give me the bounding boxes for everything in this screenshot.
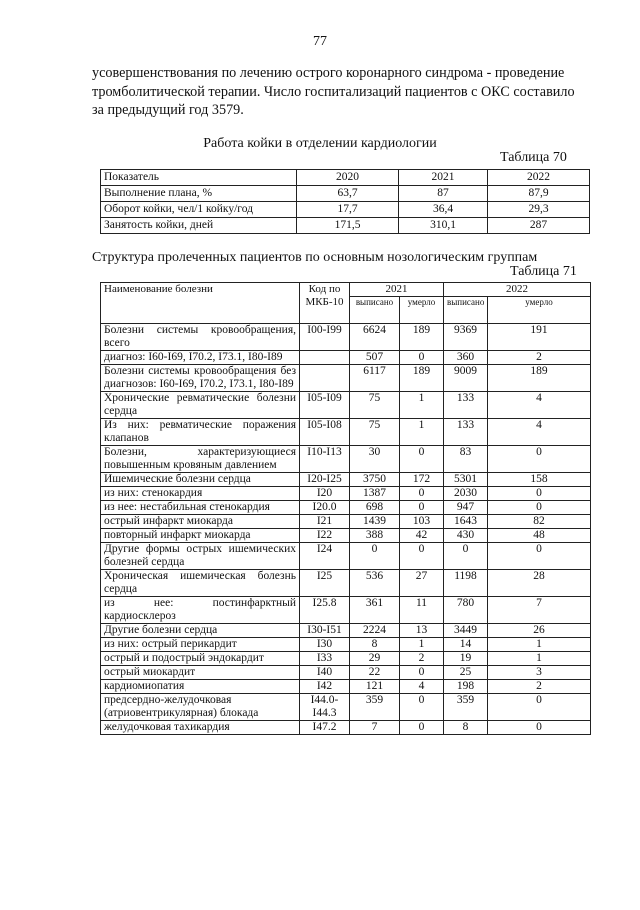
value-cell: 0 [350, 543, 400, 570]
value-cell: 27 [400, 570, 444, 597]
value-cell: 2 [400, 652, 444, 666]
cell: 87 [399, 186, 488, 202]
disease-name-cell: острый инфаркт миокарда [101, 515, 300, 529]
icd-code-cell: I05-I08 [300, 419, 350, 446]
value-cell: 22 [350, 666, 400, 680]
value-cell: 0 [488, 501, 591, 515]
value-cell: 0 [400, 721, 444, 735]
paragraph-line: усовершенствования по лечению острого коронарного синдрома - проведение [92, 65, 565, 81]
table-row [101, 324, 591, 351]
disease-name-cell: диагноз: I60-I69, I70.2, I73.1, I80-I89 [101, 351, 300, 365]
value-cell: 0 [400, 446, 444, 473]
table-row [101, 365, 591, 392]
icd-code-cell [300, 351, 350, 365]
table-row [101, 501, 591, 515]
table-row [101, 652, 591, 666]
disease-name-cell: Болезни, характеризующиеся повышенным кровяным давлением [101, 446, 300, 473]
header-year-2021: 2021 [350, 283, 444, 297]
value-cell: 0 [488, 487, 591, 501]
disease-name-cell: из нее: нестабильная стенокардия [101, 501, 300, 515]
header-cell: 2020 [297, 170, 399, 186]
table-row [101, 666, 591, 680]
disease-name-cell: повторный инфаркт миокарда [101, 529, 300, 543]
value-cell: 1387 [350, 487, 400, 501]
value-cell: 189 [400, 324, 444, 351]
value-cell: 42 [400, 529, 444, 543]
cell: 63,7 [297, 186, 399, 202]
table-row [101, 446, 591, 473]
icd-code-cell: I25.8 [300, 597, 350, 624]
value-cell: 75 [350, 392, 400, 419]
disease-name-cell: Болезни системы кровообращения, всего [101, 324, 300, 351]
cell: 17,7 [297, 202, 399, 218]
value-cell: 13 [400, 624, 444, 638]
value-cell: 82 [488, 515, 591, 529]
icd-code-cell: I10-I13 [300, 446, 350, 473]
value-cell: 0 [488, 446, 591, 473]
table-row [101, 529, 591, 543]
header-cell: 2021 [399, 170, 488, 186]
cell: 310,1 [399, 218, 488, 234]
icd-code-cell: I22 [300, 529, 350, 543]
value-cell: 3449 [444, 624, 488, 638]
disease-name-cell: Из них: ревматические поражения клапанов [101, 419, 300, 446]
table-row [101, 680, 591, 694]
icd-code-cell: I42 [300, 680, 350, 694]
value-cell: 1 [400, 392, 444, 419]
cell: 87,9 [488, 186, 590, 202]
value-cell: 0 [400, 487, 444, 501]
value-cell: 30 [350, 446, 400, 473]
value-cell: 0 [488, 543, 591, 570]
value-cell: 11 [400, 597, 444, 624]
value-cell: 198 [444, 680, 488, 694]
value-cell: 0 [444, 543, 488, 570]
value-cell: 3 [488, 666, 591, 680]
disease-name-cell: Хроническая ишемическая болезнь сердца [101, 570, 300, 597]
table71-caption: Структура пролеченных пациентов по основным нозологическим группам [92, 250, 538, 265]
table-row [101, 597, 591, 624]
table-row [101, 638, 591, 652]
value-cell: 1198 [444, 570, 488, 597]
icd-code-cell: I30 [300, 638, 350, 652]
value-cell: 0 [400, 351, 444, 365]
value-cell: 48 [488, 529, 591, 543]
value-cell: 507 [350, 351, 400, 365]
table71-number: Таблица 71 [510, 264, 577, 279]
value-cell: 103 [400, 515, 444, 529]
value-cell: 430 [444, 529, 488, 543]
icd-code-cell: I20 [300, 487, 350, 501]
value-cell: 698 [350, 501, 400, 515]
icd-code-cell: I33 [300, 652, 350, 666]
disease-name-cell: Ишемические болезни сердца [101, 473, 300, 487]
header-code: Код по МКБ-10 [300, 283, 350, 324]
value-cell: 191 [488, 324, 591, 351]
paragraph-line: тромболитической терапии. Число госпитализаций пациентов с ОКС составило [92, 83, 575, 100]
value-cell: 14 [444, 638, 488, 652]
table-row [101, 218, 590, 234]
value-cell: 0 [400, 694, 444, 721]
icd-code-cell: I00-I99 [300, 324, 350, 351]
value-cell: 75 [350, 419, 400, 446]
icd-code-cell: I24 [300, 543, 350, 570]
value-cell: 4 [400, 680, 444, 694]
value-cell: 189 [488, 365, 591, 392]
disease-name-cell: Другие формы острых ишемических болезней сердца [101, 543, 300, 570]
value-cell: 947 [444, 501, 488, 515]
value-cell: 9369 [444, 324, 488, 351]
icd-code-cell [300, 365, 350, 392]
value-cell: 19 [444, 652, 488, 666]
value-cell: 388 [350, 529, 400, 543]
value-cell: 1 [488, 638, 591, 652]
header-year-2022: 2022 [444, 283, 591, 297]
value-cell: 0 [488, 694, 591, 721]
value-cell: 9009 [444, 365, 488, 392]
table-row [101, 624, 591, 638]
icd-code-cell: I30-I51 [300, 624, 350, 638]
header-cell: Показатель [101, 170, 297, 186]
icd-code-cell: I20-I25 [300, 473, 350, 487]
value-cell: 83 [444, 446, 488, 473]
value-cell: 7 [488, 597, 591, 624]
value-cell: 2224 [350, 624, 400, 638]
table-header-row [101, 283, 591, 297]
value-cell: 133 [444, 392, 488, 419]
value-cell: 28 [488, 570, 591, 597]
value-cell: 2 [488, 680, 591, 694]
table70 [100, 169, 590, 234]
value-cell: 0 [488, 721, 591, 735]
value-cell: 1643 [444, 515, 488, 529]
value-cell: 3750 [350, 473, 400, 487]
icd-code-cell: I44.0-I44.3 [300, 694, 350, 721]
paragraph-line: за предыдущий год 3579. [92, 102, 244, 118]
table-row [101, 487, 591, 501]
value-cell: 7 [350, 721, 400, 735]
disease-name-cell: из них: острый перикардит [101, 638, 300, 652]
page-number: 77 [313, 34, 327, 49]
disease-name-cell: Другие болезни сердца [101, 624, 300, 638]
value-cell: 1 [400, 638, 444, 652]
table-row [101, 392, 591, 419]
cell: Выполнение плана, % [101, 186, 297, 202]
icd-code-cell: I25 [300, 570, 350, 597]
table70-caption: Работа койки в отделении кардиологии [203, 136, 437, 151]
value-cell: 1 [400, 419, 444, 446]
subheader-cell: выписано [350, 297, 400, 324]
table-row [101, 419, 591, 446]
table-row [101, 186, 590, 202]
value-cell: 6117 [350, 365, 400, 392]
cell: 171,5 [297, 218, 399, 234]
value-cell: 1 [488, 652, 591, 666]
header-name: Наименование болезни [101, 283, 300, 324]
intro-paragraph [92, 64, 594, 120]
value-cell: 359 [350, 694, 400, 721]
table-row [101, 543, 591, 570]
value-cell: 2 [488, 351, 591, 365]
table-row [101, 721, 591, 735]
value-cell: 26 [488, 624, 591, 638]
value-cell: 360 [444, 351, 488, 365]
header-cell: 2022 [488, 170, 590, 186]
value-cell: 8 [444, 721, 488, 735]
table-row [101, 694, 591, 721]
value-cell: 121 [350, 680, 400, 694]
disease-name-cell: Хронические ревматические болезни сердца [101, 392, 300, 419]
value-cell: 361 [350, 597, 400, 624]
subheader-cell: умерло [400, 297, 444, 324]
value-cell: 8 [350, 638, 400, 652]
table71 [100, 282, 591, 735]
disease-name-cell: желудочковая тахикардия [101, 721, 300, 735]
value-cell: 4 [488, 392, 591, 419]
table-row [101, 515, 591, 529]
table-row [101, 202, 590, 218]
cell: 287 [488, 218, 590, 234]
value-cell: 0 [400, 543, 444, 570]
cell: 36,4 [399, 202, 488, 218]
disease-name-cell: предсердно-желудочковая (атриовентрикулярная) блокада [101, 694, 300, 721]
icd-code-cell: I47.2 [300, 721, 350, 735]
value-cell: 172 [400, 473, 444, 487]
icd-code-cell: I05-I09 [300, 392, 350, 419]
icd-code-cell: I20.0 [300, 501, 350, 515]
subheader-cell: умерло [488, 297, 591, 324]
value-cell: 2030 [444, 487, 488, 501]
value-cell: 4 [488, 419, 591, 446]
value-cell: 0 [400, 501, 444, 515]
value-cell: 158 [488, 473, 591, 487]
value-cell: 133 [444, 419, 488, 446]
table71-body [101, 324, 591, 735]
disease-name-cell: острый миокардит [101, 666, 300, 680]
disease-name-cell: Болезни системы кровообращения без диагнозов: I60-I69, I70.2, I73.1, I80-I89 [101, 365, 300, 392]
value-cell: 359 [444, 694, 488, 721]
cell: 29,3 [488, 202, 590, 218]
disease-name-cell: из них: стенокардия [101, 487, 300, 501]
disease-name-cell: кардиомиопатия [101, 680, 300, 694]
disease-name-cell: из нее: постинфарктный кардиосклероз [101, 597, 300, 624]
subheader-cell: выписано [444, 297, 488, 324]
disease-name-cell: острый и подострый эндокардит [101, 652, 300, 666]
value-cell: 6624 [350, 324, 400, 351]
value-cell: 5301 [444, 473, 488, 487]
value-cell: 0 [400, 666, 444, 680]
icd-code-cell: I21 [300, 515, 350, 529]
value-cell: 780 [444, 597, 488, 624]
table70-number: Таблица 70 [500, 150, 567, 165]
cell: Занятость койки, дней [101, 218, 297, 234]
cell: Оборот койки, чел/1 койку/год [101, 202, 297, 218]
value-cell: 1439 [350, 515, 400, 529]
value-cell: 536 [350, 570, 400, 597]
table-header-row [101, 170, 590, 186]
table-row [101, 351, 591, 365]
value-cell: 189 [400, 365, 444, 392]
value-cell: 25 [444, 666, 488, 680]
table-row [101, 473, 591, 487]
table-row [101, 570, 591, 597]
value-cell: 29 [350, 652, 400, 666]
icd-code-cell: I40 [300, 666, 350, 680]
